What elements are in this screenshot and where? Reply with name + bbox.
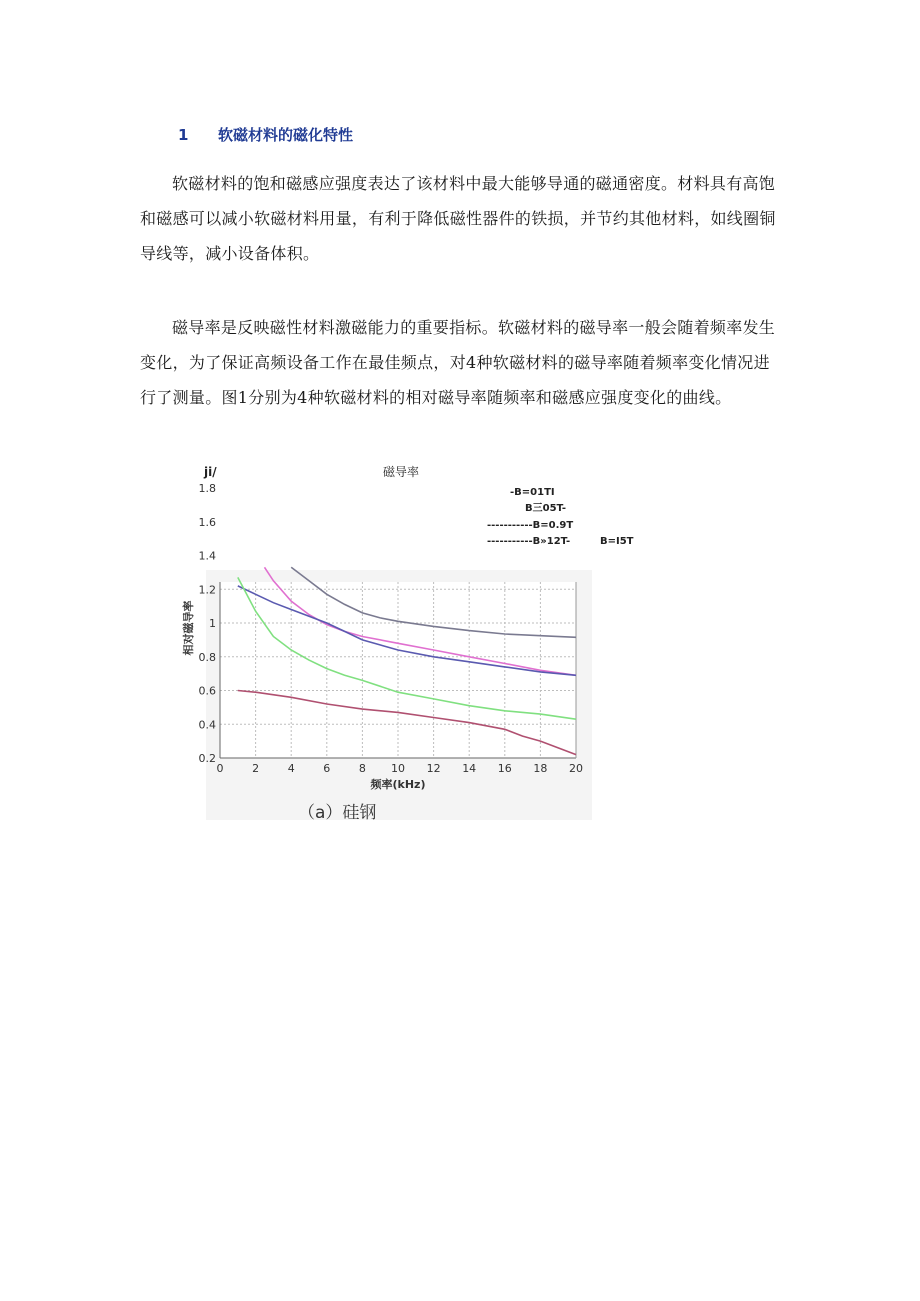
x-tick-label: 8 xyxy=(358,762,366,775)
chart-title: 磁导率 xyxy=(383,465,420,479)
section-title: 软磁材料的磁化特性 xyxy=(218,126,354,144)
paragraph-permeability: 磁导率是反映磁性材料激磁能力的重要指标。软磁材料的磁导率一般会随着频率发生变化，为了保证高频设备工作在最佳频点，对4种软磁材料的磁导率随着频率变化情况进行了测量。图1分别为4种软磁材料的相对磁导率随频率和磁感应强度变化的曲线。 xyxy=(140,318,776,407)
section-heading xyxy=(178,124,353,145)
x-axis-label: 频率(kHz) xyxy=(370,778,426,791)
figure-permeability-chart xyxy=(170,458,650,828)
y-tick-label: 0.6 xyxy=(198,684,216,698)
x-tick-label: 4 xyxy=(287,762,295,775)
y-tick-label: 1.4 xyxy=(198,549,216,563)
x-tick-label: 12 xyxy=(426,762,441,775)
x-tick-label: 18 xyxy=(533,762,548,775)
x-tick-label: 10 xyxy=(391,762,405,775)
x-tick-label: 6 xyxy=(323,762,331,775)
corner-label: ji/ xyxy=(204,465,217,479)
permeability-chart xyxy=(170,458,650,828)
y-axis-label: 相对磁导率 xyxy=(182,600,195,656)
legend-entry: B三05T- xyxy=(525,503,567,514)
x-tick-label: 0 xyxy=(216,762,224,775)
legend-entry: -----------B»12T- xyxy=(487,536,571,547)
y-tick-label: 1 xyxy=(209,617,216,630)
y-tick-label: 0.8 xyxy=(198,650,216,664)
x-tick-label: 2 xyxy=(252,762,260,775)
x-tick-label: 16 xyxy=(497,762,512,775)
x-tick-label: 14 xyxy=(462,762,477,775)
legend-entry: -----------B=0.9T xyxy=(487,520,574,531)
legend-entry: B=I5T xyxy=(600,536,634,547)
figure-caption: （a）硅钢 xyxy=(298,803,377,823)
paragraph-saturation: 软磁材料的饱和磁感应强度表达了该材料中最大能够导通的磁通密度。材料具有高饱和磁感可以减小软磁材料用量，有利于降低磁性器件的铁损，并节约其他材料，如线圈铜导线等，减小设备体积。 xyxy=(140,174,776,263)
y-tick-label: 1.2 xyxy=(198,583,216,597)
section-number: 1 xyxy=(178,126,189,144)
x-tick-label: 20 xyxy=(569,762,583,775)
y-tick-label: 1.8 xyxy=(198,482,216,495)
y-tick-label: 0.2 xyxy=(198,752,216,765)
legend-entry: -B=01TI xyxy=(510,487,555,498)
y-tick-label: 0.4 xyxy=(198,718,216,732)
y-tick-label: 1.6 xyxy=(198,515,216,529)
